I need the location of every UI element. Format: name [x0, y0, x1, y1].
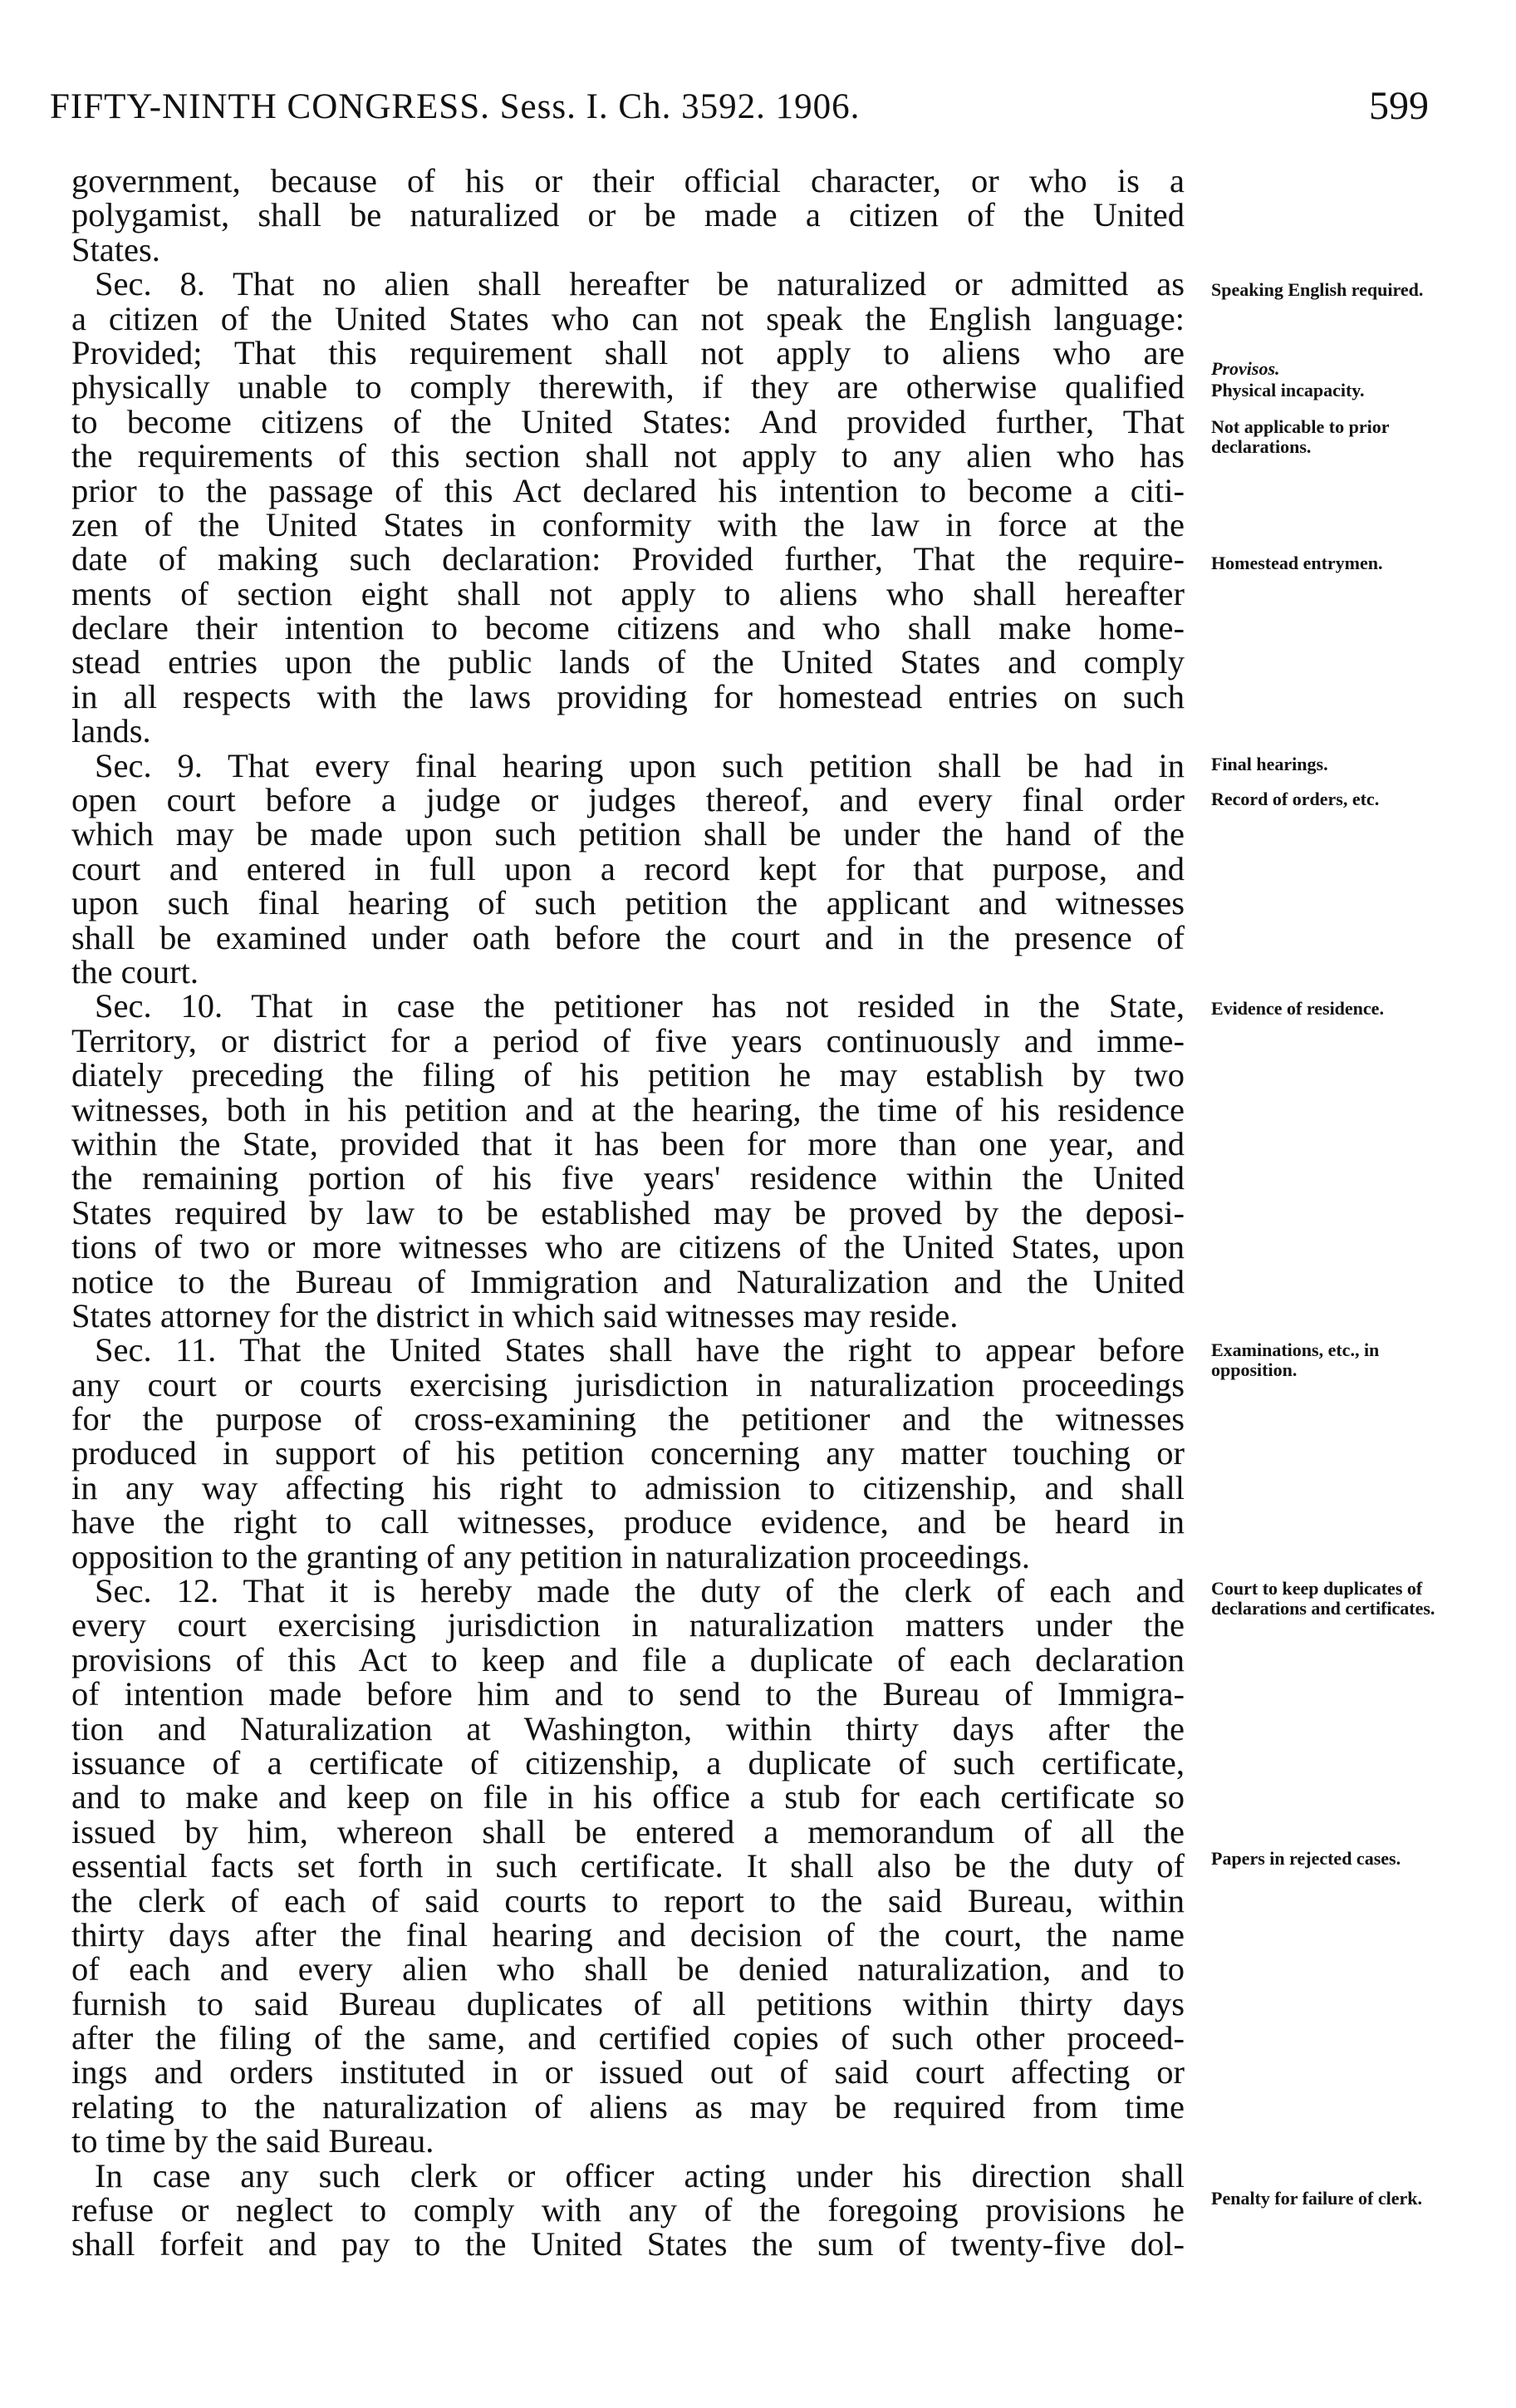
- text-line: shall forfeit and pay to the United States the sum of twenty-five dol-: [71, 2225, 1185, 2263]
- text-line: a citizen of the United States who can not speak the English language:: [71, 299, 1185, 337]
- section-10-start: Sec. 10. That in case the petitioner has not resided in the State,: [95, 987, 1185, 1025]
- body-text: [71, 164, 1185, 2262]
- page-number: 599: [1369, 84, 1429, 128]
- text-line: States required by law to be established may be proved by the deposi-: [71, 1193, 1185, 1231]
- text-line: upon such final hearing of such petition the applicant and witnesses: [71, 884, 1185, 922]
- text-line: States attorney for the district in which said witnesses may reside.: [71, 1296, 959, 1334]
- text-line: the requirements of this section shall not apply to any alien who has: [71, 437, 1185, 475]
- text-line: notice to the Bureau of Immigration and Naturalization and the United: [71, 1262, 1185, 1300]
- text-line: the remaining portion of his five years' residence within the United: [71, 1159, 1185, 1197]
- text-line: stead entries upon the public lands of the United States and comply: [71, 643, 1185, 681]
- text-line: tions of two or more witnesses who are citizens of the United States, upon: [71, 1228, 1185, 1266]
- margin-note-homestead: Homestead entrymen.: [1211, 553, 1383, 573]
- text-line: produced in support of his petition concerning any matter touching or: [71, 1434, 1185, 1472]
- text-line: ments of section eight shall not apply to aliens who shall hereafter: [71, 574, 1185, 612]
- text-line: opposition to the granting of any petition in naturalization proceedings.: [71, 1537, 1030, 1575]
- text-line: furnish to said Bureau duplicates of all petitions within thirty days: [71, 1984, 1185, 2022]
- text-line: which may be made upon such petition shall be under the hand of the: [71, 815, 1185, 853]
- text-line: any court or courts exercising jurisdiction in naturalization proceedings: [71, 1365, 1185, 1403]
- text-line: polygamist, shall be naturalized or be made a citizen of the United: [71, 196, 1185, 234]
- text-line: government, because of his or their official character, or who is a: [71, 162, 1185, 199]
- margin-note-evidence-of-residence: Evidence of residence.: [1211, 998, 1384, 1019]
- margin-note-final-hearings: Final hearings.: [1211, 754, 1328, 774]
- margin-note-court-duplicates: Court to keep duplicates of declarations and certificates.: [1211, 1578, 1435, 1619]
- text-line: relating to the naturalization of aliens as may be required from time: [71, 2087, 1185, 2125]
- margin-note-papers-rejected: Papers in rejected cases.: [1211, 1848, 1401, 1869]
- text-line: ings and orders instituted in or issued out of said court affecting or: [71, 2053, 1185, 2091]
- text-line: provisions of this Act to keep and file a duplicate of each declaration: [71, 1640, 1185, 1678]
- text-line: to become citizens of the United States: And provided further, That: [71, 402, 1185, 440]
- text-line: the court.: [71, 952, 199, 990]
- text-line: every court exercising jurisdiction in naturalization matters under the: [71, 1606, 1185, 1644]
- text-line: refuse or neglect to comply with any of the foregoing provisions he: [71, 2191, 1185, 2229]
- text-line: have the right to call witnesses, produce evidence, and be heard in: [71, 1503, 1185, 1541]
- text-line: issuance of a certificate of citizenship, a duplicate of such certificate,: [71, 1743, 1185, 1781]
- margin-note-penalty: Penalty for failure of clerk.: [1211, 2188, 1422, 2209]
- page-header: [50, 86, 1429, 136]
- text-line: for the purpose of cross-examining the petitioner and the witnesses: [71, 1400, 1185, 1438]
- text-line: and to make and keep on file in his office a stub for each certificate so: [71, 1778, 1185, 1816]
- text-line: in any way affecting his right to admission to citizenship, and shall: [71, 1468, 1185, 1506]
- section-11-start: Sec. 11. That the United States shall have the right to appear before: [95, 1331, 1185, 1369]
- margin-note-speaking-english: Speaking English required.: [1211, 279, 1424, 300]
- section-9-start: Sec. 9. That every final hearing upon such petition shall be had in: [95, 746, 1185, 784]
- penalty-paragraph-start: In case any such clerk or officer acting under his direction shall: [95, 2156, 1185, 2194]
- text-line: physically unable to comply therewith, if they are otherwise qualified: [71, 368, 1185, 406]
- text-line: date of making such declaration: Provided further, That the require-: [71, 540, 1185, 578]
- text-line: diately preceding the filing of his petition he may establish by two: [71, 1056, 1185, 1094]
- margin-note-physical-incapacity: Physical incapacity.: [1211, 380, 1365, 401]
- text-line: open court before a judge or judges thereof, and every final order: [71, 781, 1185, 819]
- section-12-start: Sec. 12. That it is hereby made the duty of the clerk of each and: [95, 1572, 1185, 1610]
- text-line: prior to the passage of this Act declared his intention to become a citi-: [71, 471, 1185, 509]
- text-line: in all respects with the laws providing for homestead entries on such: [71, 677, 1185, 715]
- text-line: of each and every alien who shall be denied naturalization, and to: [71, 1950, 1185, 1988]
- margin-note-provisos: Provisos.: [1211, 358, 1280, 379]
- text-line: essential facts set forth in such certificate. It shall also be the duty of: [71, 1847, 1185, 1885]
- margin-note-examinations: Examinations, etc., in opposition.: [1211, 1339, 1380, 1380]
- text-line: court and entered in full upon a record kept for that purpose, and: [71, 849, 1185, 887]
- text-line: issued by him, whereon shall be entered a memorandum of all the: [71, 1812, 1185, 1850]
- text-line: the clerk of each of said courts to report to the said Bureau, within: [71, 1881, 1185, 1919]
- running-head: FIFTY-NINTH CONGRESS. Sess. I. Ch. 3592. 1906.: [50, 87, 861, 126]
- text-line: declare their intention to become citizens and who shall make home-: [71, 609, 1185, 647]
- text-line: witnesses, both in his petition and at the hearing, the time of his residence: [71, 1090, 1185, 1128]
- text-line: of intention made before him and to send to the Bureau of Immigra-: [71, 1675, 1185, 1713]
- text-line: to time by the said Bureau.: [71, 2122, 434, 2160]
- text-line: zen of the United States in conformity with the law in force at the: [71, 505, 1185, 543]
- text-line: lands.: [71, 712, 151, 750]
- margin-note-record-of-orders: Record of orders, etc.: [1211, 789, 1380, 809]
- text-line: shall be examined under oath before the court and in the presence of: [71, 918, 1185, 956]
- text-line: tion and Naturalization at Washington, within thirty days after the: [71, 1709, 1185, 1747]
- section-8-start: Sec. 8. That no alien shall hereafter be naturalized or admitted as: [95, 265, 1185, 303]
- text-line: thirty days after the final hearing and decision of the court, the name: [71, 1915, 1185, 1953]
- text-line: Territory, or district for a period of five years continuously and imme-: [71, 1021, 1185, 1059]
- margin-note-not-applicable: Not applicable to prior declarations.: [1211, 416, 1390, 457]
- text-line: within the State, provided that it has been for more than one year, and: [71, 1124, 1185, 1162]
- text-line: after the filing of the same, and certified copies of such other proceed-: [71, 2019, 1185, 2057]
- text-line: Provided; That this requirement shall not apply to aliens who are: [71, 333, 1185, 371]
- text-line: States.: [71, 230, 160, 268]
